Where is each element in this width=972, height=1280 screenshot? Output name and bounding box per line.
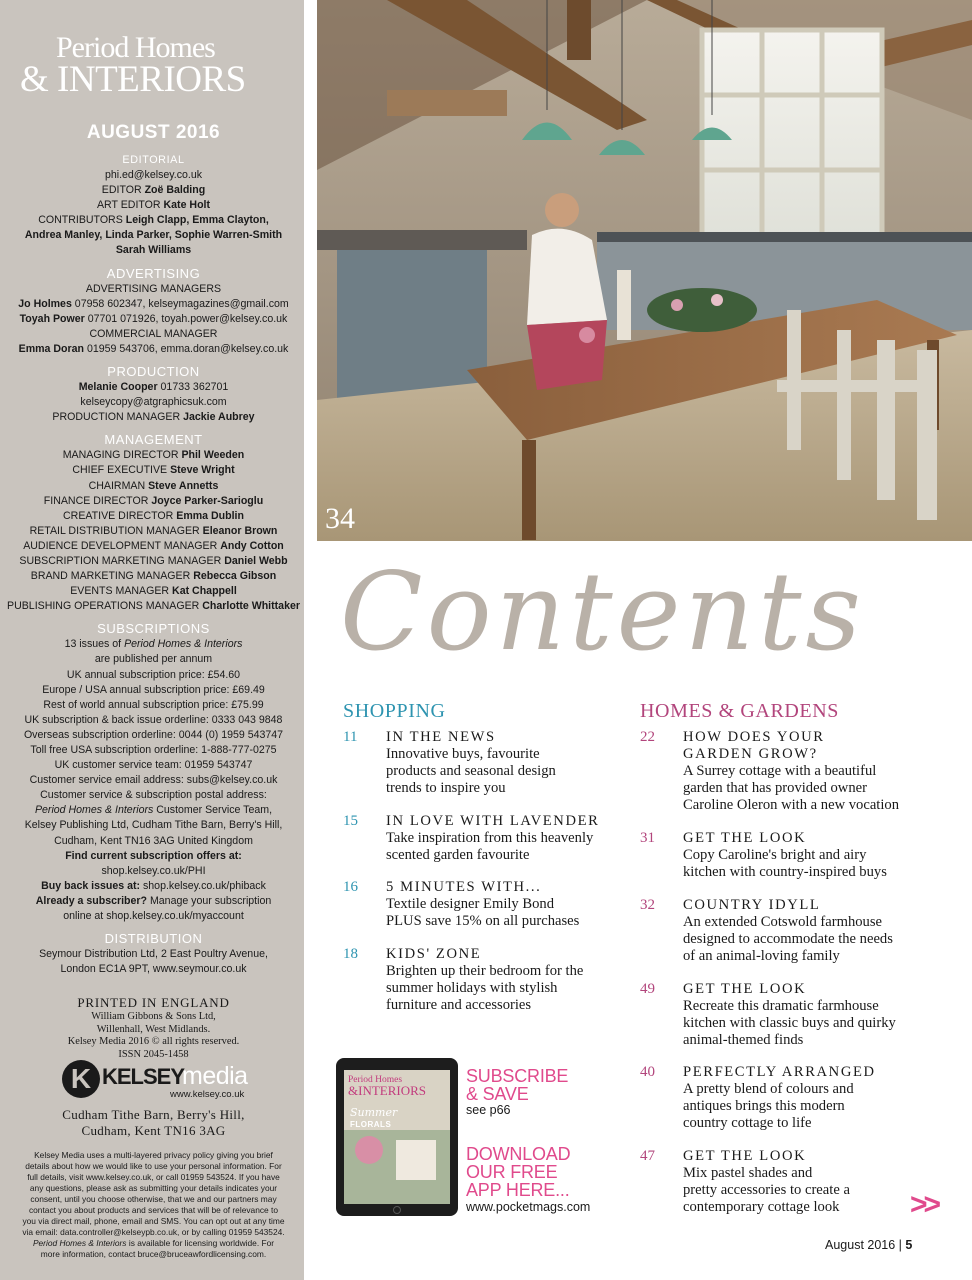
subscriptions-line: Europe / USA annual subscription price: £69.49 <box>42 683 265 696</box>
entry-description: furniture and accessories <box>386 997 532 1013</box>
kelsey-wordmark: KELSEY <box>102 1064 185 1089</box>
text: 13 issues of <box>64 638 125 651</box>
entry-description: of an animal-loving family <box>683 948 840 964</box>
management-role-line <box>0 448 307 463</box>
entry-page-number: 31 <box>640 830 655 846</box>
publisher-address <box>0 1107 307 1139</box>
entry-description: Copy Caroline's bright and airy <box>683 847 867 863</box>
kitchen-illustration <box>317 0 972 541</box>
staff-credits <box>0 150 307 977</box>
name: Emma Dublin <box>176 509 244 522</box>
download-app-promo[interactable] <box>466 1145 570 1199</box>
subscribe-promo[interactable] <box>466 1067 568 1103</box>
entry-page-number: 49 <box>640 981 655 997</box>
entry-title: HOW DOES YOUR <box>683 729 825 745</box>
management-role-line <box>0 494 307 509</box>
pocketmags-link[interactable]: www.pocketmags.com <box>466 1200 591 1214</box>
editorial-heading: EDITORIAL <box>122 154 185 166</box>
text: Find current subscription offers at: <box>65 849 242 862</box>
role: EVENTS MANAGER <box>70 585 170 598</box>
entry-description: scented garden favourite <box>386 847 530 863</box>
role: EDITOR <box>101 184 142 197</box>
name: Emma Doran <box>18 342 85 355</box>
mantel-beam <box>387 90 507 116</box>
subscribe-line: & SAVE <box>466 1084 529 1104</box>
name: Melanie Cooper <box>78 381 158 394</box>
name: Charlotte Whittaker <box>202 600 300 613</box>
subscriptions-heading: SUBSCRIPTIONS <box>97 621 210 637</box>
name: Jackie Aubrey <box>183 411 255 424</box>
folio-date: August 2016 | <box>825 1238 906 1252</box>
detail: 07958 602347, kelseymagazines@gmail.com <box>74 297 289 310</box>
privacy-line: any questions, please ask as submitting your details indicates your <box>29 1183 278 1193</box>
hero-page-number: 34 <box>325 502 355 535</box>
worktop <box>597 232 972 242</box>
management-role-line <box>0 479 307 494</box>
name: Sarah Williams <box>115 244 192 257</box>
privacy-line <box>10 1238 297 1249</box>
production-manager-line <box>0 410 307 425</box>
name: Steve Wright <box>170 464 235 477</box>
entry-title: PERFECTLY ARRANGED <box>683 1064 876 1080</box>
privacy-line: you via direct mail, phone, email and SMS. You can opt out at any time <box>22 1216 285 1226</box>
flower-arrangement <box>647 288 757 332</box>
name: Zoë Balding <box>144 184 206 197</box>
subscriptions-line: Toll free USA subscription orderline: 1-888-777-0275 <box>30 744 277 756</box>
entry-title: IN LOVE WITH LAVENDER <box>386 813 600 829</box>
subscriptions-line <box>0 879 307 894</box>
logo-line-period-homes: Period Homes <box>56 31 215 64</box>
kelsey-media-logo <box>62 1060 252 1102</box>
cover-title-line: &INTERIORS <box>348 1083 426 1098</box>
management-role-line <box>0 569 307 584</box>
privacy-line: consent, until you choose otherwise, that we and our partners may <box>30 1194 277 1204</box>
distribution-line: London EC1A 9PT, www.seymour.co.uk <box>60 963 247 976</box>
role: AUDIENCE DEVELOPMENT MANAGER <box>23 539 218 552</box>
address-line: Cudham, Kent TN16 3AG <box>81 1123 226 1138</box>
label: Buy back issues at: <box>41 879 141 892</box>
table-leg <box>522 440 536 540</box>
management-role-line <box>0 554 307 569</box>
role: CHIEF EXECUTIVE <box>72 464 168 477</box>
flower <box>579 327 595 343</box>
privacy-notice <box>10 1150 297 1260</box>
entry-title: 5 MINUTES WITH... <box>386 879 542 895</box>
subscriptions-line <box>0 849 307 864</box>
folio-page-number: 5 <box>905 1238 913 1252</box>
magazine-name: Period Homes & Interiors <box>32 1238 127 1248</box>
privacy-line: contact you about products and services that will be of relevance to <box>28 1205 279 1215</box>
subscriptions-line: Rest of world annual subscription price: £75.99 <box>43 698 264 711</box>
printer-line: Willenhall, West Midlands. <box>96 1023 211 1035</box>
name: Andrea Manley, Linda Parker, Sophie Warren-Smith <box>24 229 283 242</box>
role: PUBLISHING OPERATIONS MANAGER <box>7 600 200 613</box>
tablet-home-button-icon <box>393 1206 401 1214</box>
text: is available for licensing worldwide. For <box>126 1238 275 1248</box>
distribution-line: Seymour Distribution Ltd, 2 East Poultry Avenue, <box>39 948 268 961</box>
entry-page-number: 15 <box>343 813 358 829</box>
subscribe-line: SUBSCRIBE <box>466 1066 569 1086</box>
copyright-line: Kelsey Media 2016 © all rights reserved. <box>67 1036 240 1048</box>
subscriptions-line: UK customer service team: 01959 543747 <box>54 759 253 772</box>
advertising-heading: ADVERTISING <box>106 265 201 281</box>
art-editor-line <box>0 198 307 213</box>
logo-line-interiors: & INTERIORS <box>20 59 246 100</box>
subscriptions-line: Customer service & subscription postal address: <box>40 789 267 802</box>
cover-headline: FLORALS <box>350 1120 392 1129</box>
role: BRAND MARKETING MANAGER <box>30 570 191 583</box>
text: Customer Service Team, <box>153 804 273 817</box>
commercial-manager-head: COMMERCIAL MANAGER <box>89 327 218 340</box>
privacy-line: via email: data.controller@kelseypb.co.uk, or by calling 01959 543524. <box>22 1227 285 1237</box>
entry-title: GET THE LOOK <box>683 981 807 997</box>
range-top <box>317 230 527 250</box>
distribution-heading: DISTRIBUTION <box>104 931 203 947</box>
management-heading: MANAGEMENT <box>104 432 203 448</box>
name: Rebecca Gibson <box>193 570 277 583</box>
entry-title: GET THE LOOK <box>683 1148 807 1164</box>
role: CREATIVE DIRECTOR <box>63 509 174 522</box>
tablet-magazine-cover[interactable] <box>336 1058 458 1216</box>
name: Daniel Webb <box>224 554 288 567</box>
production-heading: PRODUCTION <box>107 364 200 380</box>
name: Phil Weeden <box>181 449 245 462</box>
entry-description: kitchen with classic buys and quirky <box>683 1015 896 1031</box>
detail: 07701 071926, toyah.power@kelsey.co.uk <box>87 312 288 325</box>
entry-description: designed to accommodate the needs <box>683 931 893 947</box>
phone: 01733 362701 <box>160 381 229 394</box>
printed-in-england-block <box>0 995 307 1061</box>
name: Kate Holt <box>163 199 211 212</box>
label: Already a subscriber? <box>35 894 148 907</box>
name: Eleanor Brown <box>202 524 278 537</box>
privacy-line: details about how we would like to use your personal information. For <box>25 1161 282 1171</box>
tablet-screen <box>344 1070 450 1204</box>
subscriptions-line <box>0 637 307 652</box>
entry-description: garden that has provided owner <box>683 780 867 796</box>
kelsey-k-icon: K <box>62 1060 100 1098</box>
printed-heading: PRINTED IN ENGLAND <box>77 995 230 1010</box>
contributors-line <box>0 213 307 228</box>
candle-stand <box>617 270 631 340</box>
entry-page-number: 47 <box>640 1148 655 1164</box>
role: RETAIL DISTRIBUTION MANAGER <box>29 524 200 537</box>
flower <box>711 294 723 306</box>
subscriptions-line: Cudham, Kent TN16 3AG United Kingdom <box>54 834 253 847</box>
role: PRODUCTION MANAGER <box>52 411 181 424</box>
magazine-name: Period Homes & Interiors <box>124 638 243 651</box>
entry-description: Brighten up their bedroom for the <box>386 963 584 979</box>
hero-kitchen-photo <box>317 0 972 541</box>
text: Manage your subscription <box>147 894 272 907</box>
entry-page-number: 32 <box>640 897 655 913</box>
entry-description: products and seasonal design <box>386 763 556 779</box>
address-line: Cudham Tithe Barn, Berry's Hill, <box>62 1107 245 1122</box>
role: FINANCE DIRECTOR <box>43 494 149 507</box>
role: CONTRIBUTORS <box>38 214 123 227</box>
entry-description: Take inspiration from this heavenly <box>386 830 594 846</box>
editorial-email: phi.ed@kelsey.co.uk <box>104 169 203 181</box>
entry-description: An extended Cotswold farmhouse <box>683 914 883 930</box>
advertising-contact-3 <box>0 342 307 357</box>
management-role-line <box>0 463 307 478</box>
privacy-line: full details, visit www.kelsey.co.uk, or call 01959 543524. If you have <box>27 1172 280 1182</box>
entry-description: A Surrey cottage with a beautiful <box>683 763 877 779</box>
entry-page-number: 22 <box>640 729 655 745</box>
entry-page-number: 16 <box>343 879 358 895</box>
range-cooker <box>337 250 487 400</box>
entry-description: pretty accessories to create a <box>683 1182 850 1198</box>
entry-description: Innovative buys, favourite <box>386 746 540 762</box>
role: MANAGING DIRECTOR <box>62 449 179 462</box>
person-head <box>545 193 579 227</box>
name: Kat Chappell <box>172 585 237 598</box>
entry-title: GET THE LOOK <box>683 830 807 846</box>
entry-title: IN THE NEWS <box>386 729 496 745</box>
text: shop.kelsey.co.uk/phiback <box>140 879 266 892</box>
kelsey-url: www.kelsey.co.uk <box>170 1089 245 1100</box>
download-line: OUR FREE <box>466 1162 558 1182</box>
masthead-sidebar <box>0 0 307 1280</box>
magazine-logo <box>20 31 300 100</box>
management-role-line <box>0 584 307 599</box>
cover-title-line: Period Homes <box>348 1075 403 1085</box>
production-email: kelseycopy@atgraphicsuk.com <box>80 396 227 409</box>
role: CHAIRMAN <box>88 479 146 492</box>
entry-title: KIDS' ZONE <box>386 946 482 962</box>
shopping-heading: SHOPPING <box>343 700 446 722</box>
contributors-line-3 <box>0 243 307 258</box>
issn-line: ISSN 2045-1458 <box>118 1048 189 1060</box>
privacy-line: more information, contact bruce@bruceawfordlicensing.com. <box>40 1249 267 1259</box>
flower <box>671 299 683 311</box>
entry-description: animal-themed finds <box>683 1032 804 1048</box>
contents-title: Contents <box>340 550 865 675</box>
subscriptions-line: are published per annum <box>94 653 213 666</box>
management-role-line <box>0 539 307 554</box>
entry-description: kitchen with country-inspired buys <box>683 864 887 880</box>
subscriptions-line: UK annual subscription price: £54.60 <box>66 668 241 681</box>
magazine-name: Period Homes & Interiors <box>34 804 154 817</box>
roof-beam <box>567 0 591 60</box>
issue-date: AUGUST 2016 <box>86 122 221 143</box>
subscriptions-line: online at shop.kelsey.co.uk/myaccount <box>63 910 244 923</box>
management-role-line <box>0 524 307 539</box>
name: Steve Annetts <box>148 479 219 492</box>
editor-line <box>0 183 307 198</box>
page-folio <box>825 1238 912 1252</box>
subscriptions-line: shop.kelsey.co.uk/PHI <box>101 864 206 877</box>
entry-title: COUNTRY IDYLL <box>683 897 821 913</box>
entry-description: summer holidays with stylish <box>386 980 558 996</box>
cover-headline: Summer <box>350 1106 398 1119</box>
printer-line: William Gibbons & Sons Ltd, <box>91 1011 216 1022</box>
advertising-contact-1 <box>0 297 307 312</box>
entry-page-number: 18 <box>343 946 358 962</box>
management-role-line <box>0 599 307 614</box>
entry-description: trends to inspire you <box>386 780 506 796</box>
entry-description: Recreate this dramatic farmhouse <box>683 998 879 1014</box>
detail: 01959 543706, emma.doran@kelsey.co.uk <box>86 342 289 355</box>
subscriptions-line: UK subscription & back issue orderline: 0333 043 9848 <box>24 713 283 726</box>
subscriptions-line: Customer service email address: subs@kelsey.co.uk <box>29 774 278 787</box>
management-role-line <box>0 509 307 524</box>
entry-page-number: 11 <box>343 729 358 745</box>
contributors-line-2 <box>0 228 307 243</box>
entry-description: Caroline Oleron with a new vocation <box>683 797 900 813</box>
homes-gardens-heading: HOMES & GARDENS <box>640 700 840 722</box>
production-contact <box>0 380 307 395</box>
subscriptions-line: Kelsey Publishing Ltd, Cudham Tithe Barn, Berry's Hill, <box>24 819 283 832</box>
entry-title: GARDEN GROW? <box>683 746 818 762</box>
download-line: DOWNLOAD <box>466 1144 571 1164</box>
person-trousers <box>527 320 607 390</box>
name: Andy Cotton <box>220 539 284 552</box>
next-page-arrow-icon[interactable]: >> <box>910 1188 938 1221</box>
subscribe-page-ref: see p66 <box>466 1103 511 1117</box>
subscriptions-line: Overseas subscription orderline: 0044 (0) 1959 543747 <box>23 728 284 741</box>
entry-description: country cottage to life <box>683 1115 812 1131</box>
entry-description: A pretty blend of colours and <box>683 1081 854 1097</box>
media-wordmark: media <box>182 1062 248 1090</box>
entry-description: PLUS save 15% on all purchases <box>386 913 580 929</box>
name: Jo Holmes <box>18 297 72 310</box>
entry-description: Textile designer Emily Bond <box>386 896 554 912</box>
download-line: APP HERE... <box>466 1180 570 1200</box>
subscriptions-line <box>0 894 307 909</box>
advertising-managers-head: ADVERTISING MANAGERS <box>85 282 222 295</box>
name: Joyce Parker-Sarioglu <box>151 494 264 507</box>
subscriptions-line <box>0 803 307 818</box>
role: SUBSCRIPTION MARKETING MANAGER <box>19 554 222 567</box>
entry-description: Mix pastel shades and <box>683 1165 813 1181</box>
privacy-line: Kelsey Media uses a multi-layered privacy policy giving you brief <box>34 1150 273 1160</box>
entry-description: antiques brings this modern <box>683 1098 845 1114</box>
name: Leigh Clapp, Emma Clayton, <box>125 214 269 227</box>
entry-description: contemporary cottage look <box>683 1199 840 1215</box>
advertising-contact-2 <box>0 312 307 327</box>
name: Toyah Power <box>19 312 85 325</box>
entry-page-number: 40 <box>640 1064 655 1080</box>
role: ART EDITOR <box>96 199 161 212</box>
